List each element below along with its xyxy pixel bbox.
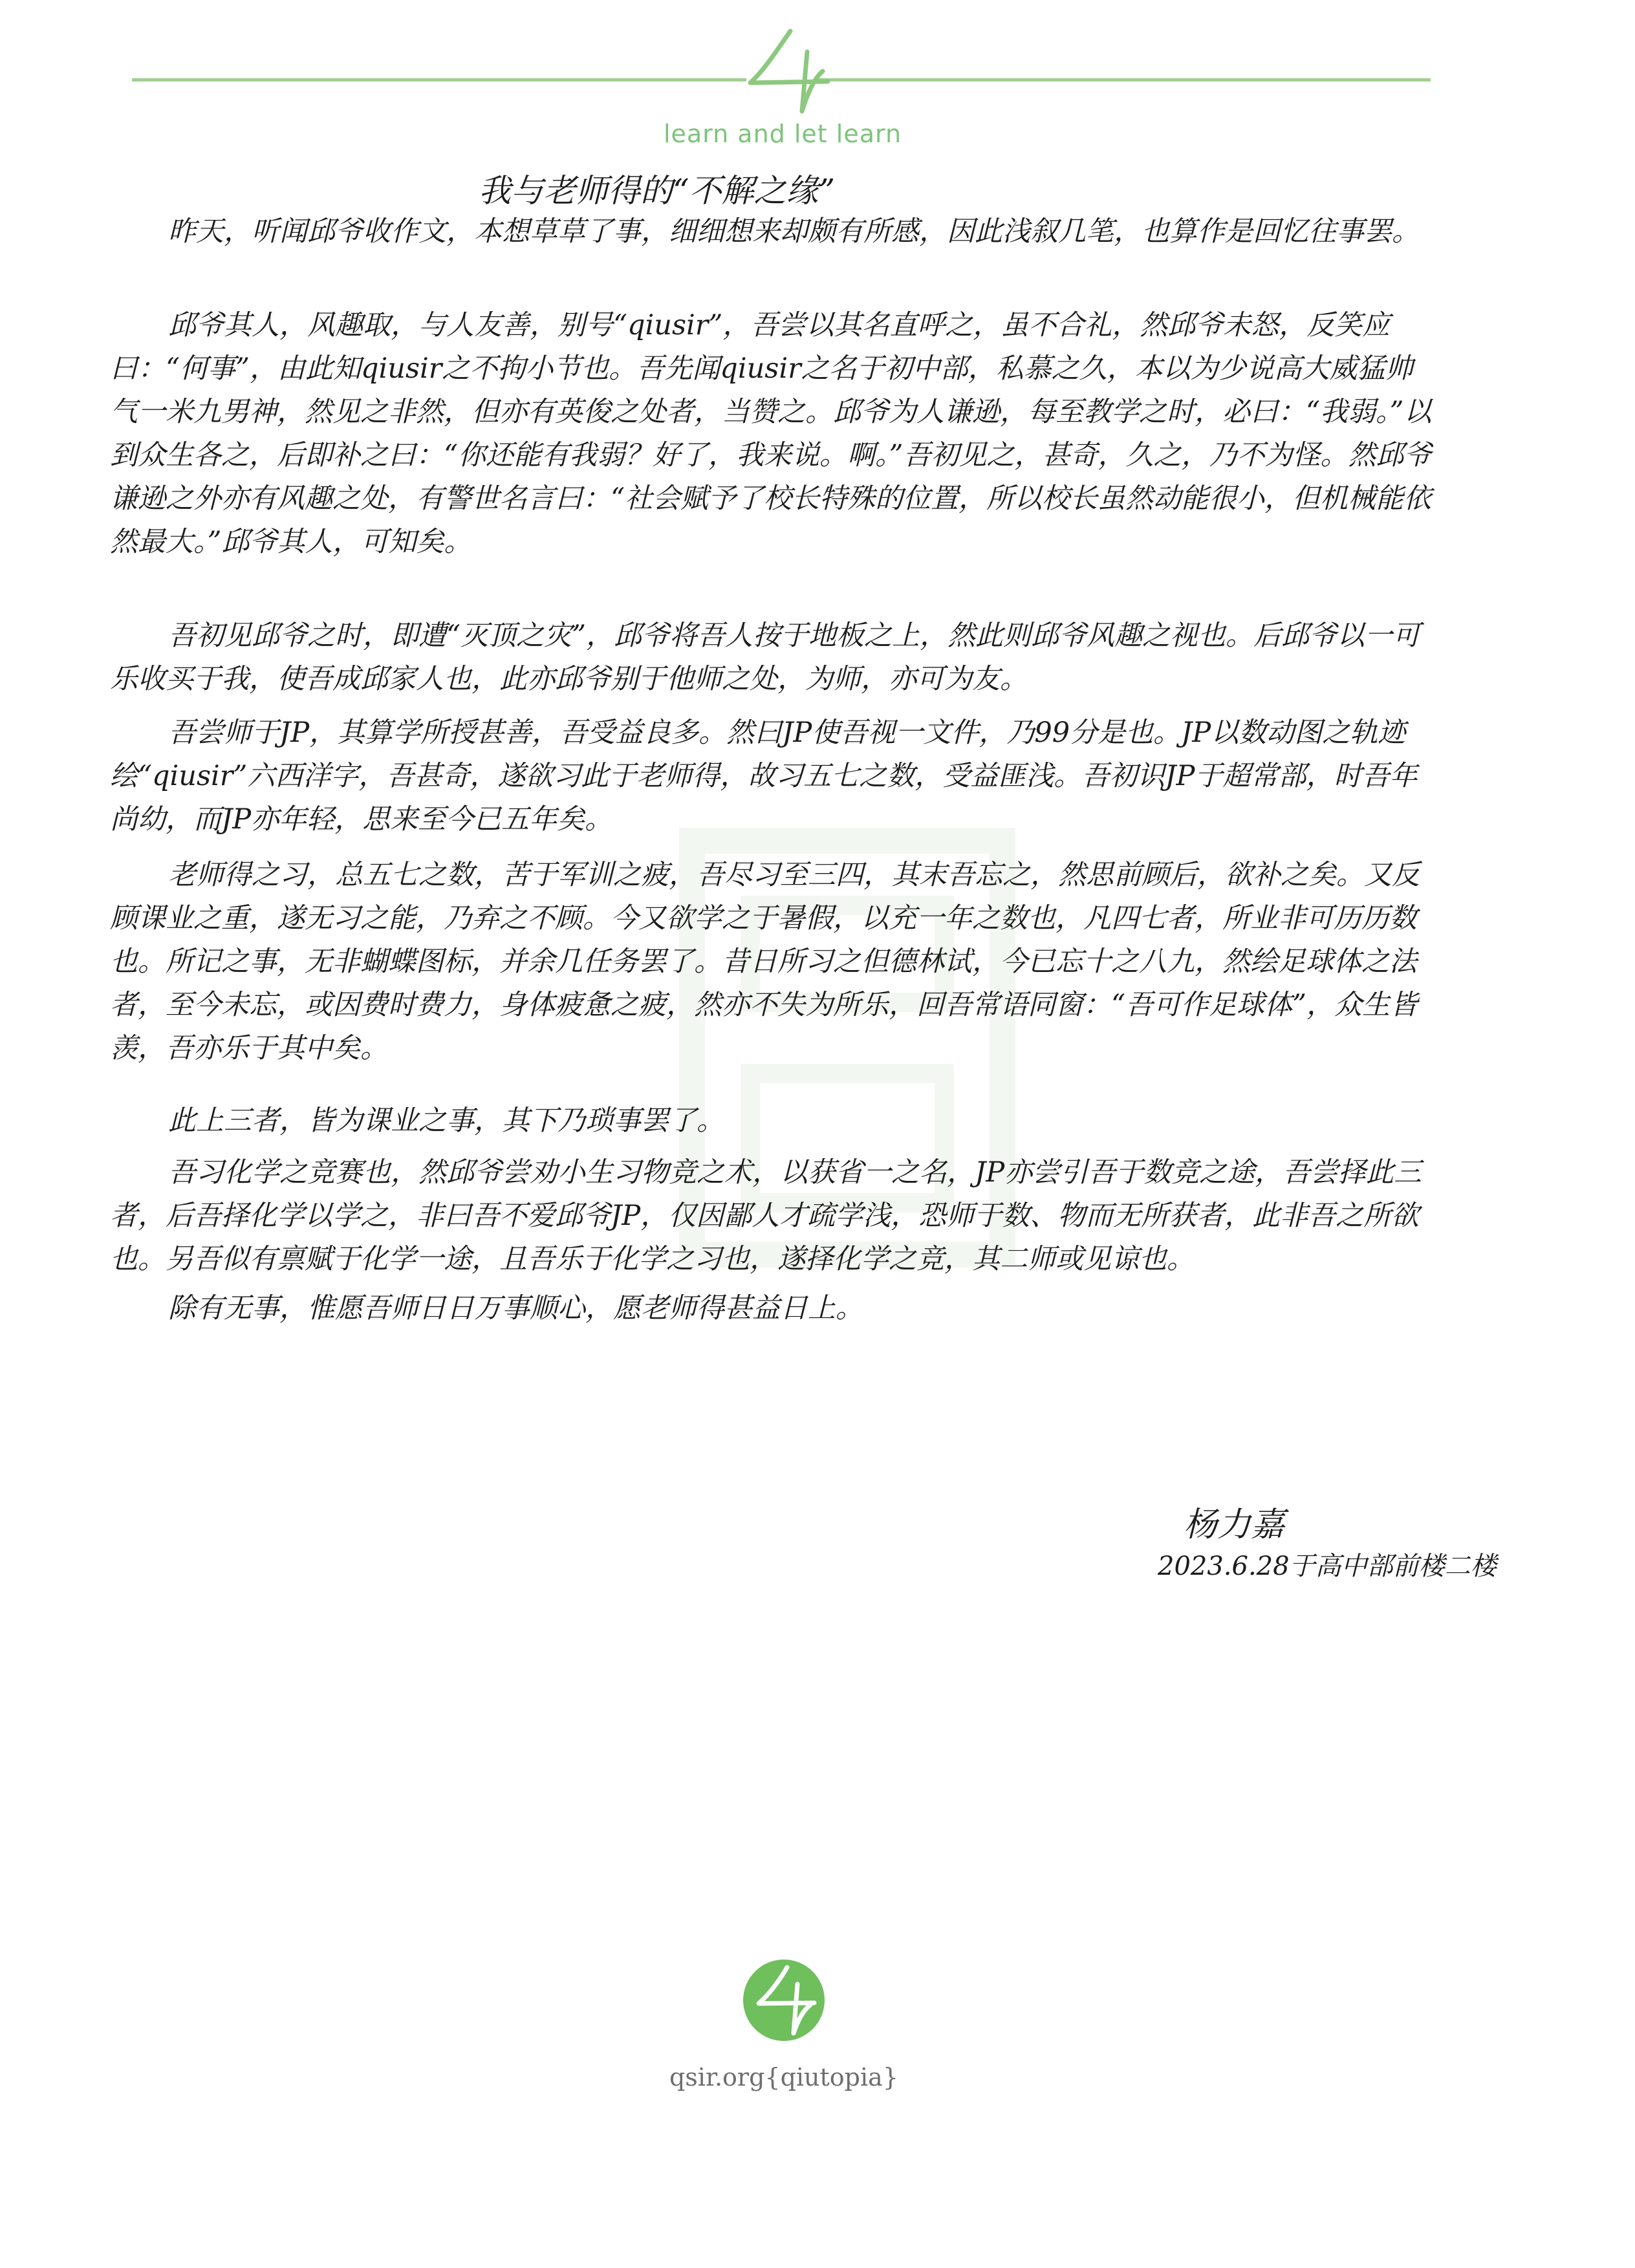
header-rule-right xyxy=(816,78,1431,81)
signature: 杨力嘉 xyxy=(1184,1506,1285,1544)
header-rule-left xyxy=(132,78,746,81)
letter-title: 我与老师得的“不解之缘” xyxy=(479,172,836,210)
letter-paragraph-3: 吾初见邱爷之时，即遭“灭顶之灾”，邱爷将吾人按于地板之上，然此则邱爷风趣之视也。后邱爷以一可乐收买于我，使吾成邱家人也，此亦邱爷别于他师之处，为师，亦可为友。 xyxy=(110,620,1420,695)
letter-paragraph-8: 除有无事，惟愿吾师日日万事顺心，愿老师得甚益日上。 xyxy=(168,1292,863,1324)
letter-paragraph-4: 吾尝师于JP，其算学所授甚善，吾受益良多。然曰JP使吾视一文件，乃99分是也。JP以数动图之轨迹绘“qiusir”六西洋字，吾甚奇，遂欲习此于老师得，故习五七之数，受益匪浅。吾初识JP于超常部，时吾年尚幼，而JP亦年轻，思来至今已五年矣。 xyxy=(110,717,1418,836)
letter-paragraph-6: 此上三者，皆为课业之事，其下乃琐事罢了。 xyxy=(168,1105,724,1137)
letter-paragraph-2: 邱爷其人，风趣取，与人友善，别号“qiusir”，吾尝以其名直呼之，虽不合礼，然邱爷未怒，反笑应曰：“何事”，由此知qiusir之不拘小节也。吾先闻qiusir之名于初中部，私慕之久，本以为少说高大威猛帅气一米九男神，然见之非然，但亦有英俊之处者，当赞之。邱爷为人谦逊，每至教学之时，必曰：“我弱。”以到众生各之，后即补之曰：“你还能有我弱？好了，我来说。啊。”吾初见之，甚奇，久之，乃不为怪。然邱爷谦逊之外亦有风趣之处，有警世名言曰：“社会赋予了校长特殊的位置，所以校长虽然动能很小，但机械能依然最大。”邱爷其人，可知矣。 xyxy=(110,309,1432,558)
stylized-4-logo-icon xyxy=(731,26,834,116)
footer-site: qsir.org{qiutopia} xyxy=(669,2063,898,2091)
letter-paragraph-1: 昨天，听闻邱爷收作文，本想草草了事，细细想来却颇有所感，因此浅叙几笔，也算作是回忆往事罢。 xyxy=(168,215,1420,248)
letter-paragraph-5: 老师得之习，总五七之数，苦于军训之疲，吾尽习至三四，其末吾忘之，然思前顾后，欲补之矣。又反顾课业之重，遂无习之能，乃弃之不顾。今又欲学之于暑假，以充一年之数也，凡四七者，所业非可历历数也。所记之事，无非蝴蝶图标，并余几任务罢了。昔日所习之但德林试，今已忘十之八九，然绘足球体之法者，至今未忘，或因费时费力，身体疲惫之疲，然亦不失为所乐，回吾常语同窗：“吾可作足球体”，众生皆羡，吾亦乐于其中矣。 xyxy=(110,859,1420,1064)
circle-4-logo-icon xyxy=(742,1958,826,2042)
signature-date: 2023.6.28于高中部前楼二楼 xyxy=(1158,1551,1497,1581)
letter-paragraph-7: 吾习化学之竞赛也，然邱爷尝劝小生习物竞之术，以获省一之名，JP亦尝引吾于数竞之途，吾尝择此三者，后吾择化学以学之，非曰吾不爱邱爷JP，仅因鄙人才疏学浅，恐师于数、物而无所获者，此非吾之所欲也。另吾似有禀赋于化学一途，且吾乐于化学之习也，遂择化学之竞，其二师或见谅也。 xyxy=(110,1156,1422,1275)
header-motto: learn and let learn xyxy=(663,120,902,148)
